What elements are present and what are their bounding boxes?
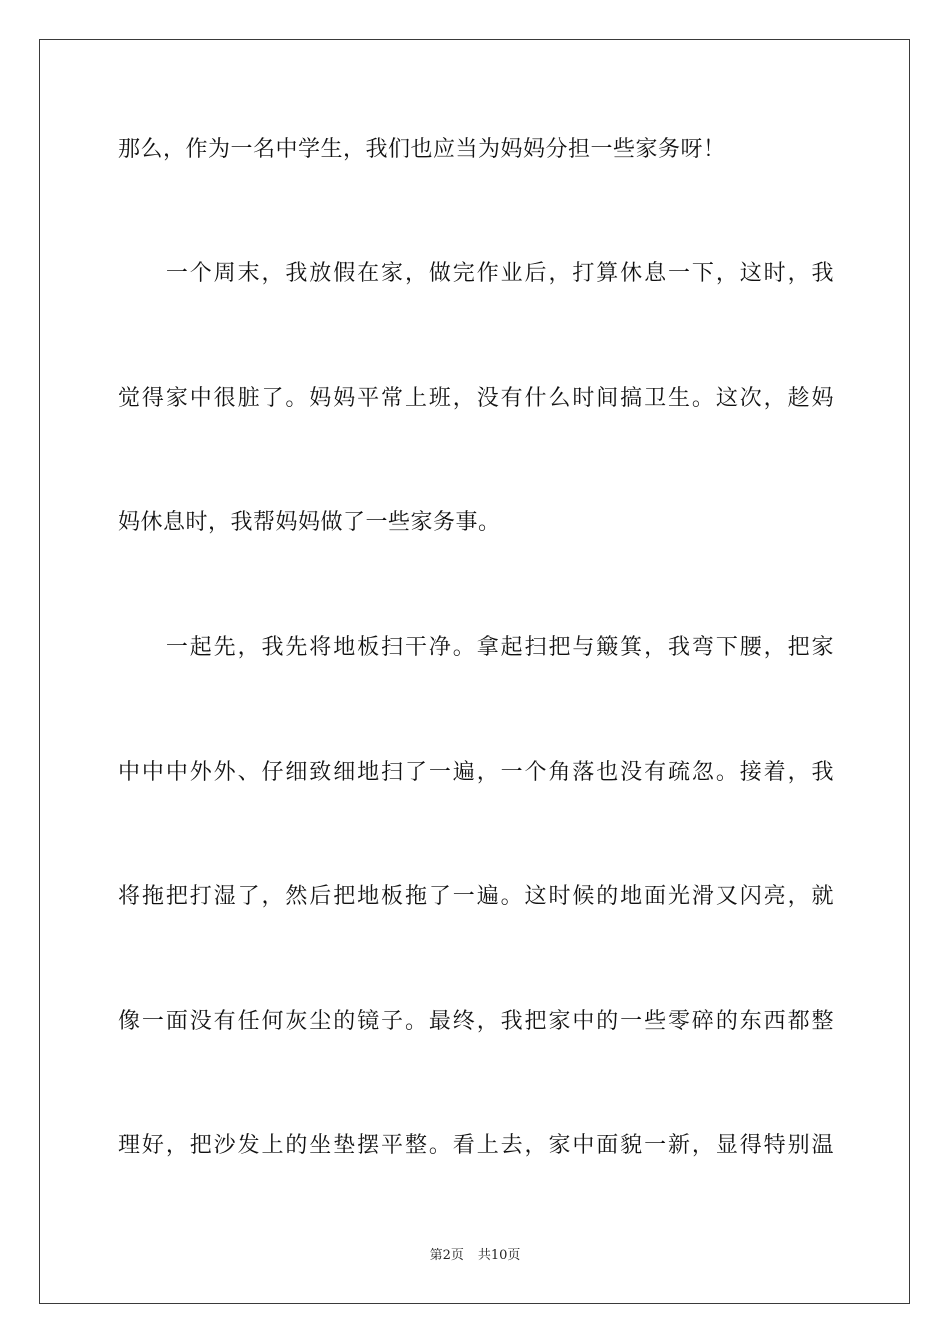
text-line-5: 一起先，我先将地板扫干净。拿起扫把与簸箕，我弯下腰，把家 — [118, 635, 834, 660]
text-line-6: 中中中外外、仔细致细地扫了一遍，一个角落也没有疏忽。接着，我 — [118, 760, 834, 785]
page-total: 共10页 — [477, 1248, 521, 1263]
text-line-3: 觉得家中很脏了。妈妈平常上班，没有什么时间搞卫生。这次，趁妈 — [118, 386, 834, 411]
text-line-2: 一个周末，我放假在家，做完作业后，打算休息一下，这时，我 — [118, 261, 834, 286]
page-footer — [0, 1247, 950, 1265]
page-frame — [39, 39, 910, 1304]
text-line-9: 理好，把沙发上的坐垫摆平整。看上去，家中面貌一新，显得特别温 — [118, 1133, 834, 1158]
text-line-1: 那么，作为一名中学生，我们也应当为妈妈分担一些家务呀！ — [118, 137, 726, 162]
text-line-7: 将拖把打湿了，然后把地板拖了一遍。这时候的地面光滑又闪亮，就 — [118, 884, 834, 909]
page-number: 第2页 — [429, 1248, 464, 1263]
text-line-8: 像一面没有任何灰尘的镜子。最终，我把家中的一些零碎的东西都整 — [118, 1009, 834, 1034]
text-line-4: 妈休息时，我帮妈妈做了一些家务事。 — [118, 510, 501, 535]
